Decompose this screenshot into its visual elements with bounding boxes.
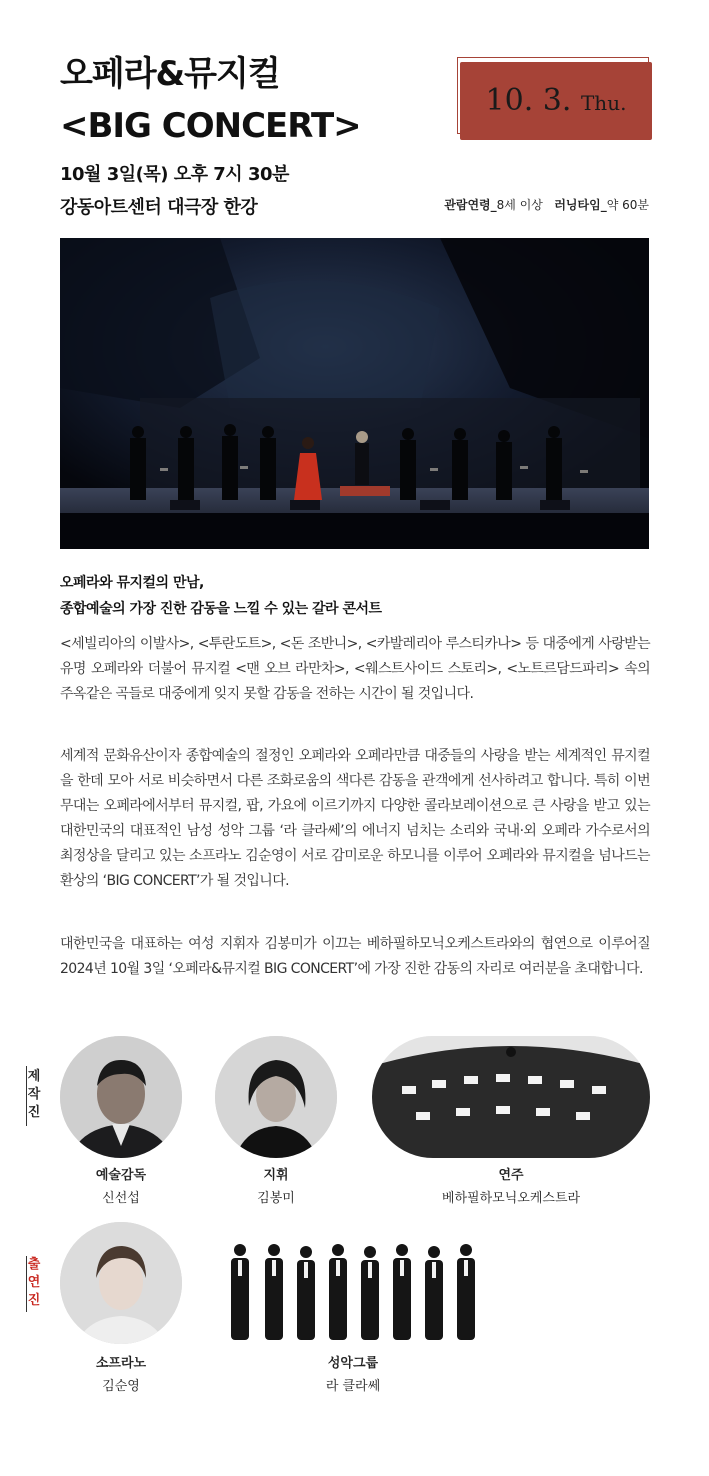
title-line-2: <BIG CONCERT> bbox=[60, 106, 361, 146]
la-classe-name: 라 클라쎄 bbox=[325, 1379, 381, 1394]
soprano-role: 소프라노 bbox=[95, 1356, 147, 1371]
runtime-value: 약 60분 bbox=[606, 198, 649, 212]
title-line-1: 오페라&뮤지컬 bbox=[60, 54, 280, 94]
production-label-text: 제작진 bbox=[27, 1069, 41, 1120]
age-label: 관람연령_ bbox=[444, 198, 497, 212]
concert-photo bbox=[60, 238, 649, 549]
event-info bbox=[60, 158, 289, 224]
intro-paragraph-2: 세계적 문화유산이자 종합예술의 절정인 오페라와 오페라만큼 대중들의 사랑을 받는 세계적인 뮤지컬을 한데 모아 서로 비슷하면서 다른 조화로움의 색다른 감동을 관객에게 선사하려고 합니다. 특히 이번 무대는 오페라에서부터 뮤지컬, 팝, 가요에 이르기까지 다양한 콜라보레이션으로 큰 사랑을 받고 있는 대한민국의 대표적인 남성 성악 그룹 ‘라 클라쎄’의 에너지 넘치는 소리와 국내·외 오페라 가수로서의 최정상을 달리고 있는 소프라노 김순영이 서로 감미로운 하모니를 이루어 오페라와 뮤지컬을 넘나드는 환상의 ‘BIG CONCERT’가 될 것입니다. bbox=[60, 748, 650, 889]
soprano-caption bbox=[60, 1352, 182, 1398]
event-meta bbox=[444, 196, 649, 213]
event-venue: 강동아트센터 대극장 한강 bbox=[60, 197, 258, 218]
stamp-date: 10. 3. bbox=[485, 83, 572, 118]
page-title bbox=[60, 48, 361, 152]
event-datetime: 10월 3일(목) 오후 7시 30분 bbox=[60, 164, 289, 185]
orchestra-caption bbox=[372, 1164, 650, 1210]
director-role: 예술감독 bbox=[95, 1168, 147, 1183]
conductor-role: 지휘 bbox=[263, 1168, 289, 1183]
conductor-caption bbox=[215, 1164, 337, 1210]
intro-paragraph-3: 대한민국을 대표하는 여성 지휘자 김봉미가 이끄는 베하필하모닉오케스트라와의 협연으로 이루어질 2024년 10월 3일 ‘오페라&뮤지컬 BIG CONCERT’에 가장 진한 감동의 자리로 여러분을 초대합니다. bbox=[60, 936, 650, 977]
orchestra-name: 베하필하모닉오케스트라 bbox=[441, 1191, 581, 1206]
director-photo bbox=[60, 1036, 182, 1158]
soprano-photo bbox=[60, 1222, 182, 1344]
cast-label-text: 출연진 bbox=[27, 1257, 41, 1308]
orchestra-role: 연주 bbox=[498, 1168, 524, 1183]
la-classe-photo bbox=[222, 1240, 484, 1350]
date-stamp bbox=[460, 62, 652, 140]
director-caption bbox=[60, 1164, 182, 1210]
intro-lead bbox=[60, 570, 382, 622]
runtime-label: 러닝타임_ bbox=[554, 198, 607, 212]
conductor-photo bbox=[215, 1036, 337, 1158]
age-value: 8세 이상 bbox=[496, 198, 543, 212]
production-label bbox=[24, 1068, 44, 1122]
soprano-name: 김순영 bbox=[102, 1379, 140, 1394]
orchestra-photo bbox=[372, 1036, 650, 1158]
la-classe-caption bbox=[222, 1352, 484, 1398]
conductor-name: 김봉미 bbox=[257, 1191, 295, 1206]
cast-label bbox=[24, 1256, 44, 1310]
intro-lead-line-1: 오페라와 뮤지컬의 만남, bbox=[60, 575, 204, 591]
la-classe-role: 성악그룹 bbox=[327, 1356, 379, 1371]
stamp-day: Thu. bbox=[580, 91, 627, 115]
director-name: 신선섭 bbox=[102, 1191, 140, 1206]
intro-lead-line-2: 종합예술의 가장 진한 감동을 느낄 수 있는 갈라 콘서트 bbox=[60, 601, 382, 617]
intro-paragraph-1: <세빌리아의 이발사>, <투란도트>, <돈 조반니>, <카발레리아 루스티카나> 등 대중에게 사랑받는 유명 오페라와 더불어 뮤지컬 <맨 오브 라만차>, <웨스트사이드 스토리>, <노트르담드파리> 속의 주옥같은 곡들로 대중에게 잊지 못할 감동을 전하는 시간이 될 것입니다. bbox=[60, 636, 650, 702]
